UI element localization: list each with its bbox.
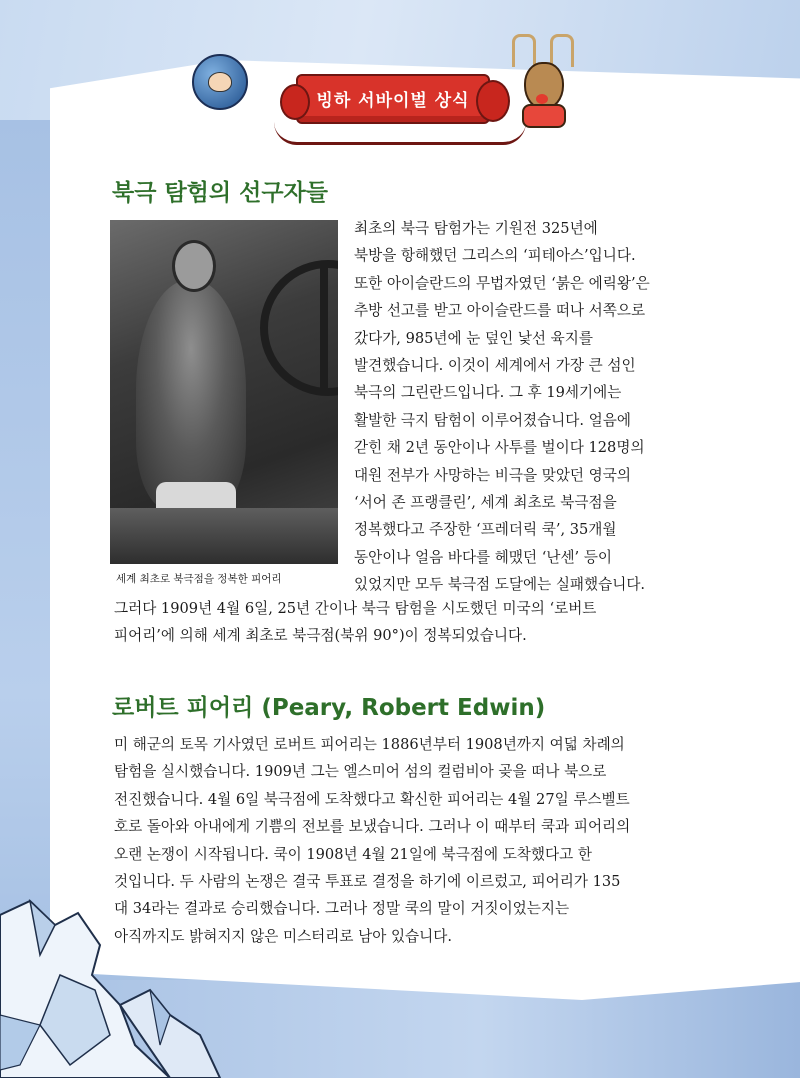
explorer-character-icon: [192, 54, 248, 110]
iceberg-illustration: [0, 895, 250, 1078]
text-line: 미 해군의 토목 기사였던 로버트 피어리는 1886년부터 1908년까지 여덟 차례의: [114, 736, 625, 753]
text-line: 전진했습니다. 4월 6일 북극점에 도착했다고 확신한 피어리는 4월 27일 루스벨트: [114, 790, 630, 808]
intro-paragraph: [354, 215, 699, 599]
section-title: 로버트 피어리 (Peary, Robert Edwin): [112, 695, 546, 721]
section-title: 북극 탐험의 선구자들: [112, 180, 328, 206]
text-line: 피어리’에 의해 세계 최초로 북극점(북위 90°)이 정복되었습니다.: [114, 627, 527, 645]
text-line: 호로 돌아와 아내에게 기쁨의 전보를 보냈습니다. 그러나 이 때부터 쿡과 피어리의: [114, 818, 631, 836]
header-banner: [188, 18, 588, 128]
text-line: 갔다가, 985년에 눈 덮인 낯선 육지를: [354, 329, 593, 347]
text-line: 활발한 극지 탐험이 이루어졌습니다. 얼음에: [354, 411, 631, 429]
text-line: 동안이나 얼음 바다를 헤맸던 ‘난센’ 등이: [354, 548, 613, 566]
text-line: 아직까지도 밝혀지지 않은 미스터리로 남아 있습니다.: [114, 927, 452, 945]
text-line: 북방을 항해했던 그리스의 ‘피테아스’입니다.: [354, 247, 636, 265]
text-line: 북극의 그린란드입니다. 그 후 19세기에는: [354, 384, 622, 402]
conclusion-paragraph: [114, 595, 704, 650]
peary-photo: [110, 220, 338, 564]
text-line: 탐험을 실시했습니다. 1909년 그는 엘스미어 섬의 컬럼비아 곶을 떠나 북으로: [114, 763, 607, 781]
text-line: 발견했습니다. 이것이 세계에서 가장 큰 섬인: [354, 357, 636, 375]
text-line: 대 34라는 결과로 승리했습니다. 그러나 정말 쿡의 말이 거짓이었는지는: [114, 900, 570, 918]
photo-caption: 세계 최초로 북극점을 정복한 피어리: [116, 573, 282, 585]
text-line: 있었지만 모두 북극점 도달에는 실패했습니다.: [354, 576, 646, 594]
text-line: 또한 아이슬란드의 무법자였던 ‘붉은 에릭왕’은: [354, 274, 650, 292]
text-line: 대원 전부가 사망하는 비극을 맞았던 영국의: [354, 466, 631, 484]
ribbon-scroll: [296, 74, 490, 124]
text-line: 정복했다고 주장한 ‘프레더릭 쿡’, 35개월: [354, 521, 617, 539]
text-line: 것입니다. 두 사람의 논쟁은 결국 투표로 결정을 하기에 이르렀고, 피어리가 135: [114, 873, 621, 891]
text-line: ‘서어 존 프랭클린’, 세계 최초로 북극점을: [354, 494, 617, 512]
text-line: 그러다 1909년 4월 6일, 25년 간이나 북극 탐험을 시도했던 미국의 ‘로버트: [114, 600, 597, 617]
text-line: 오랜 논쟁이 시작됩니다. 쿡이 1908년 4월 21일에 북극점에 도착했다고 한: [114, 845, 592, 863]
text-line: 최초의 북극 탐험가는 기원전 325년에: [354, 220, 598, 237]
text-line: 갇힌 채 2년 동안이나 사투를 벌이다 128명의: [354, 439, 645, 457]
sled-runner: [274, 122, 526, 145]
text-line: 추방 선고를 받고 아이슬란드를 떠나 서쪽으로: [354, 302, 646, 320]
ribbon-title: 빙하 서바이벌 상식: [316, 91, 470, 111]
reindeer-icon: [510, 28, 572, 124]
